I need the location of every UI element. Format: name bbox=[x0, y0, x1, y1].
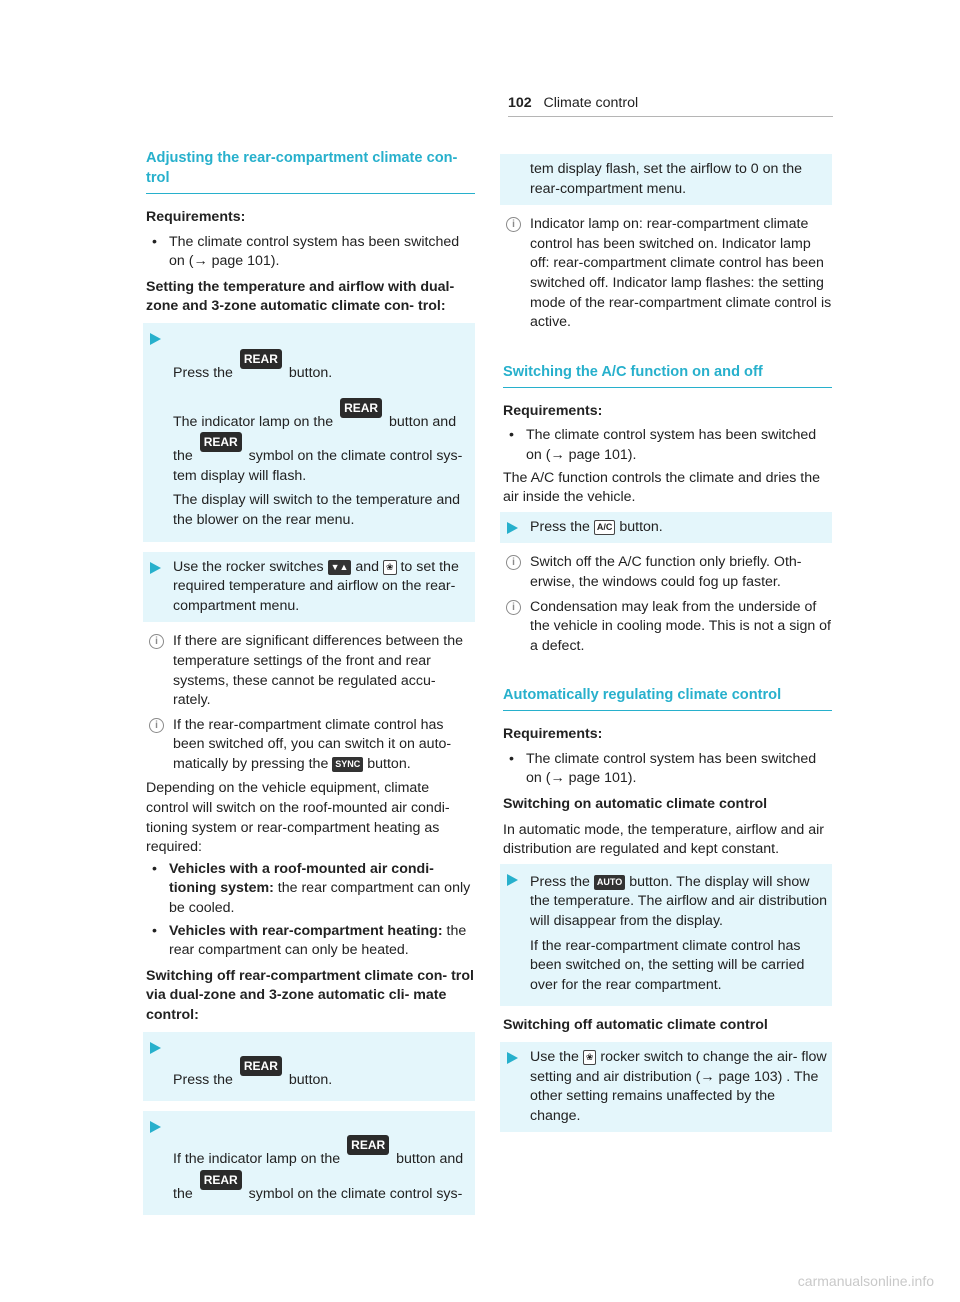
step-arrow-icon bbox=[150, 1042, 161, 1054]
list-item: • The climate control system has been switched on (→ page 101). bbox=[500, 426, 832, 465]
section-rule bbox=[146, 193, 475, 194]
step-press-rear-off: Press the REAR button. bbox=[143, 1032, 475, 1102]
temp-rocker-icon: ▼▲ bbox=[328, 560, 352, 575]
step-arrow-icon bbox=[150, 562, 161, 574]
info-icon: i bbox=[506, 600, 521, 615]
step-indicator-lamp: If the indicator lamp on the REAR button and the REAR symbol on the climate control sys- bbox=[143, 1111, 475, 1215]
step-rocker-switches: Use the rocker switches ▼▲ and ❀ to set the required temperature and airflow on the rear-compartment menu. bbox=[143, 552, 475, 623]
paragraph-ac: The A/C function controls the climate and dries the air inside the vehicle. bbox=[503, 469, 821, 506]
list-item: • The climate control system has been switched on (→ page 101). bbox=[143, 233, 475, 272]
section-title-rear: Adjusting the rear-compartment climate con- trol bbox=[146, 150, 458, 186]
rear-button-icon: REAR bbox=[240, 349, 282, 369]
list-item: • Vehicles with rear-compartment heating: the rear compartment can only be heated. bbox=[143, 922, 475, 961]
subheading-auto-on: Switching on automatic climate control bbox=[503, 796, 768, 813]
page-header bbox=[508, 94, 833, 114]
step-press-ac: Press the A/C button. bbox=[500, 512, 832, 544]
rear-button-icon: REAR bbox=[347, 1135, 389, 1155]
paragraph-auto: In automatic mode, the temperature, airflow and air distribution are regulated and kept constant. bbox=[503, 821, 824, 858]
section-title-ac: Switching the A/C function on and off bbox=[503, 363, 763, 380]
step-arrow-icon bbox=[507, 1052, 518, 1064]
fan-icon: ❀ bbox=[583, 1050, 597, 1065]
note-temp-difference: i If there are significant differences between the temperature settings of the front and rear systems, these cannot be regulated accu- rately. bbox=[143, 632, 475, 710]
info-icon: i bbox=[506, 555, 521, 570]
section-rule bbox=[503, 387, 832, 388]
chapter-title: Climate control bbox=[543, 95, 639, 111]
paragraph-equipment: Depending on the vehicle equipment, climate control will switch on the roof-mounted air condi- tioning system or rear-compartment heating as required: bbox=[146, 780, 450, 856]
ac-button-icon: A/C bbox=[594, 520, 616, 535]
list-item: • The climate control system has been switched on (→ page 101). bbox=[500, 750, 832, 789]
left-column bbox=[143, 148, 475, 1225]
requirements-label: Requirements: bbox=[503, 402, 603, 419]
rear-symbol-icon: REAR bbox=[200, 432, 242, 452]
step-arrow-icon bbox=[150, 333, 161, 345]
note-auto-switch-on: i If the rear-compartment climate control has been switched off, you can switch it on auto- matically by pressing the SYNC button. bbox=[143, 716, 475, 775]
fan-icon: ❀ bbox=[383, 560, 397, 575]
note-indicator-lamp: i Indicator lamp on: rear-compartment climate control has been switched on. Indicator lamp off: rear-compartment climate control has been switched off. Indicator lamp flashes: the setting mode of the rear-compartment climate control is active. bbox=[500, 215, 832, 333]
subheading-auto-off: Switching off automatic climate control bbox=[503, 1017, 768, 1034]
section-rule bbox=[503, 710, 832, 711]
subheading-switch-off-rear: Switching off rear-compartment climate con- trol via dual-zone and 3-zone automatic cli- mate control: bbox=[146, 967, 474, 1023]
step-arrow-icon bbox=[150, 1121, 161, 1133]
note-ac-brief: i Switch off the A/C function only briefly. Oth- erwise, the windows could fog up faster. bbox=[500, 553, 832, 592]
step-press-rear: Press the REAR button. The indicator lamp on the REAR button and the REAR symbol on the climate control sys- tem display will flash. The display will switch to the temperature and the blower on the rear menu. bbox=[143, 323, 475, 542]
rear-symbol-icon: REAR bbox=[200, 1170, 242, 1190]
footer-url: carmanualsonline.info bbox=[797, 1273, 934, 1290]
step-arrow-icon bbox=[507, 874, 518, 886]
info-icon: i bbox=[506, 217, 521, 232]
step-fan-rocker: Use the ❀ rocker switch to change the air- flow setting and air distribution (→ page 103) . The other setting remains unaffected by the change. bbox=[500, 1042, 832, 1132]
note-condensation: i Condensation may leak from the underside of the vehicle in cooling mode. This is not a sign of a defect. bbox=[500, 598, 832, 657]
requirements-label: Requirements: bbox=[146, 209, 246, 225]
subheading-set-temp: Setting the temperature and airflow with dual-zone and 3-zone automatic climate con- trol: bbox=[146, 278, 455, 315]
info-icon: i bbox=[149, 718, 164, 733]
list-item: • Vehicles with a roof-mounted air condi- tioning system: the rear compartment can only be cooled. bbox=[143, 860, 475, 919]
right-column bbox=[500, 148, 832, 1142]
header-rule bbox=[508, 116, 833, 117]
requirements-label: Requirements: bbox=[503, 726, 603, 743]
info-icon: i bbox=[149, 634, 164, 649]
rear-button-icon: REAR bbox=[240, 1056, 282, 1076]
sync-button-icon: SYNC bbox=[332, 757, 363, 772]
page-number: 102 bbox=[508, 95, 532, 111]
step-continued: tem display flash, set the airflow to 0 on the rear-compartment menu. bbox=[500, 154, 832, 205]
rear-button-icon: REAR bbox=[340, 398, 382, 418]
step-press-auto: Press the AUTO button. The display will show the temperature. The airflow and air distribution will disappear from the display. If the rear-compartment climate control has been switched on, the setting will be carried over for the rear compartment. bbox=[500, 864, 832, 1007]
section-title-auto: Automatically regulating climate control bbox=[503, 687, 782, 704]
step-arrow-icon bbox=[507, 522, 518, 534]
auto-button-icon: AUTO bbox=[594, 875, 625, 890]
